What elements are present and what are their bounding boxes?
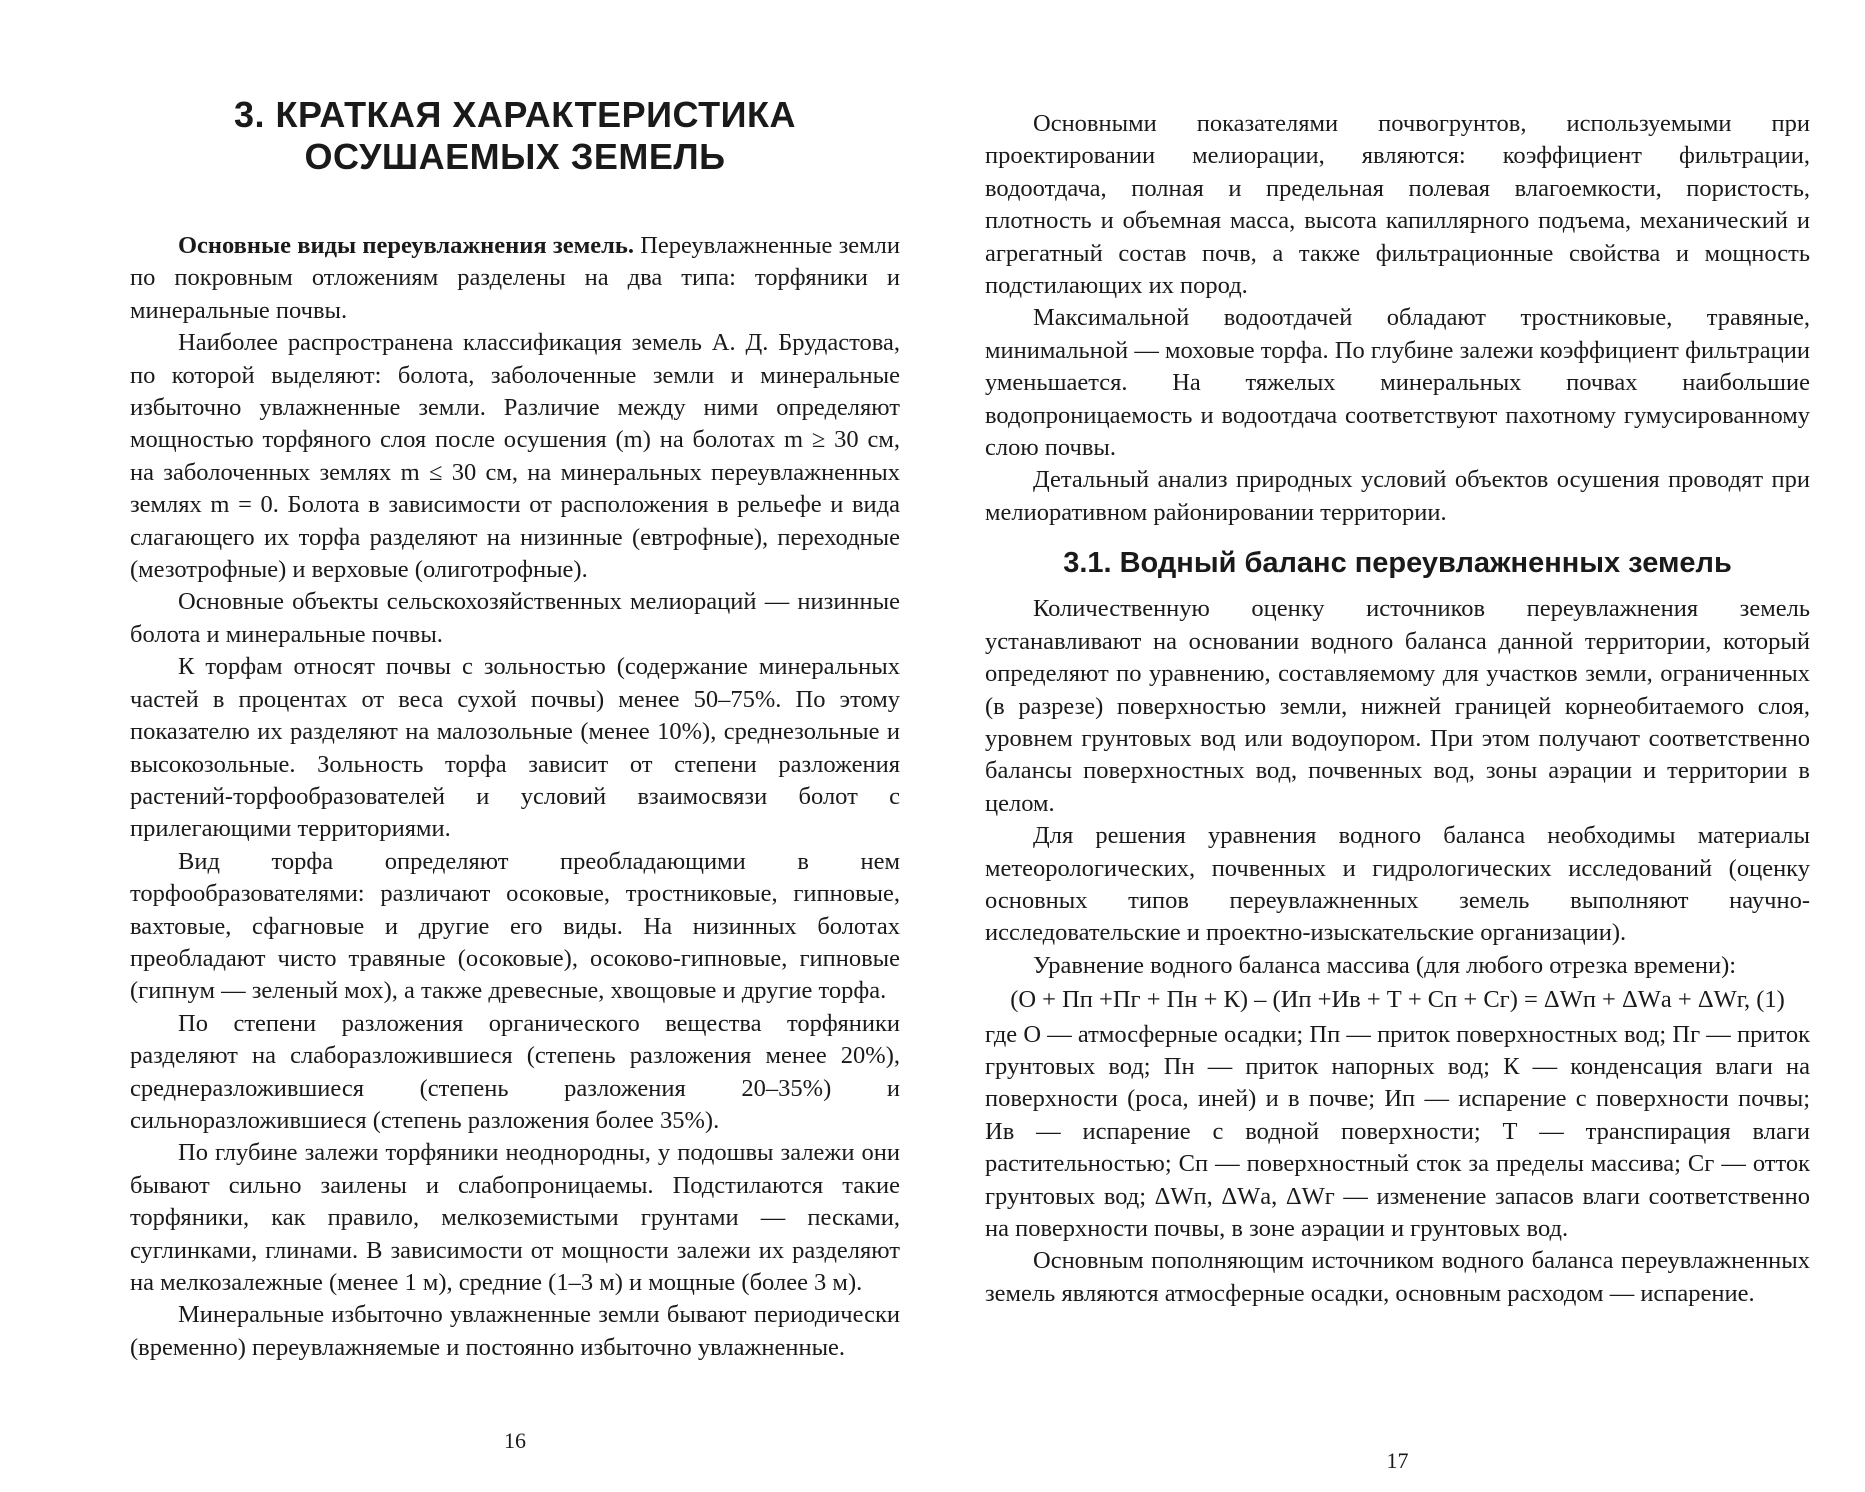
right-page: [985, 0, 1810, 1492]
paragraph: Минеральные избыточно увлажненные земли бывают периодически (временно) переувлажняемые и постоянно избыточно увлажненные.: [130, 1301, 900, 1361]
paragraph: По глубине залежи торфяники неоднородны, у подошвы залежи они бывают сильно заилены и слабопроницаемы. Подстилаются такие торфяники, как правило, мелкоземистыми грунтами — песками, суглинками, глинами. В зависимости от мощности залежи их разделяют на мелкозалежные (менее 1 м), средние (1–3 м) и мощные (более 3 м).: [130, 1139, 900, 1296]
left-page-body: [130, 230, 900, 1364]
paragraph: К торфам относят почвы с зольностью (содержание минеральных частей в процентах от веса сухой почвы) менее 50–75%. По этому показателю их разделяют на малозольные (менее 10%), среднезольные и высокозольные. Зольность торфа зависит от степени разложения растений-торфообразователей и условий взаимосвязи болот с прилегающими территориями.: [130, 653, 900, 843]
paragraph: Основным пополняющим источником водного баланса переувлажненных земель являются атмосферные осадки, основным расходом — испарение.: [985, 1247, 1810, 1307]
section-title: 3.1. Водный баланс переувлажненных земель: [1063, 547, 1732, 580]
paragraph: Вид торфа определяют преобладающими в нем торфообразователями: различают осоковые, тростниковые, гипновые, вахтовые, сфагновые и другие его виды. На низинных болотах преобладают чисто травяные (осоковые), осоково-гипновые, гипновые (гипнум — зеленый мох), а также древесные, хвощовые и другие торфа.: [130, 847, 900, 1005]
paragraph: Уравнение водного баланса массива (для любого отрезка времени):: [1033, 951, 1737, 979]
chapter-title-line1: 3. КРАТКАЯ ХАРАКТЕРИСТИКА: [234, 94, 796, 135]
paragraph: Детальный анализ природных условий объектов осушения проводят при мелиоративном районировании территории.: [985, 466, 1810, 526]
paragraph: Основные объекты сельскохозяйственных мелиораций — низинные болота и минеральные почвы.: [130, 588, 900, 648]
paragraph: где О — атмосферные осадки; Пп — приток поверхностных вод; Пг — приток грунтовых вод; Пн — приток напорных вод; К — конденсация влаги на поверхности (роса, иней) и в почве; Ип — испарение с поверхности почвы; Ив — испарение с водной поверхности; Т — транспирация влаги растительностью; Сп — поверхностный сток за пределы массива; Сг — отток грунтовых вод; ΔWп, ΔWа, ΔWг — изменение запасов влаги соответственно на поверхности почвы, в зоне аэрации и грунтовых вод.: [985, 1020, 1810, 1242]
paragraph: Наиболее распространена классификация земель А. Д. Брудастова, по которой выделяют: болота, заболоченные земли и минеральные избыточно увлажненные земли. Различие между ними определяют мощностью торфяного слоя после осушения (m) на болотах m ≥ 30 см, на заболоченных землях m ≤ 30 см, на минеральных переувлажненных землях m = 0. Болота в зависимости от расположения в рельефе и вида слагающего их торфа разделяют на низинные (евтрофные), переходные (мезотрофные) и верховые (олиготрофные).: [130, 329, 900, 584]
page-number: 16: [504, 1428, 526, 1453]
paragraph: Основными показателями почвогрунтов, используемыми при проектировании мелиорации, являются: коэффициент фильтрации, водоотдача, полная и предельная полевая влагоемкости, пористость, плотность и объемная масса, высота капиллярного подъема, механический и агрегатный состав почв, а также фильтрационные свойства и мощность подстилающих их пород.: [985, 110, 1810, 300]
paragraph: Для решения уравнения водного баланса необходимы материалы метеорологических, почвенных и гидрологических исследований (оценку основных типов переувлажненных земель выполняют научно-исследовательские и проектно-изыскательские организации).: [985, 822, 1810, 947]
water-balance-equation: (О + Пп +Пг + Пн + К) – (Ип +Ив + Т + Сп + Сг) = ΔWп + ΔWа + ΔWг, (1): [1010, 986, 1785, 1014]
chapter-title-line2: ОСУШАЕМЫХ ЗЕМЕЛЬ: [304, 136, 726, 177]
paragraph: [130, 230, 900, 327]
paragraph: Количественную оценку источников переувлажнения земель устанавливают на основании водного баланса данной территории, который определяют по уравнению, составляемому для участков земли, ограниченных (в разрезе) поверхностью земли, нижней границей корнеобитаемого слоя, уровнем грунтовых вод или водоупором. При этом получают соответственно балансы поверхностных вод, почвенных вод, зоны аэрации и территории в целом.: [985, 595, 1810, 817]
left-page: [130, 0, 900, 1492]
paragraph: Максимальной водоотдачей обладают тростниковые, травяные, минимальной — моховые торфа. По глубине залежи коэффициент фильтрации уменьшается. На тяжелых минеральных почвах наибольшие водопроницаемость и водоотдача соответствуют пахотному гумусированному слою почвы.: [985, 304, 1810, 462]
right-page-body: [985, 0, 1810, 1310]
page-number: 17: [1386, 1448, 1409, 1473]
paragraph-text: Переувлажненные земли по покровным отложениям разделены на два типа: торфяники и минеральные почвы.: [130, 232, 901, 324]
paragraph: По степени разложения органического вещества торфяники разделяют на слаборазложившиеся (степень разложения менее 20%), среднеразложившиеся (степень разложения 20–35%) и сильноразложившиеся (степень разложения более 35%).: [130, 1009, 900, 1134]
chapter-title: [130, 0, 900, 178]
paragraph-lead: Основные виды переувлажнения земель.: [178, 232, 634, 259]
